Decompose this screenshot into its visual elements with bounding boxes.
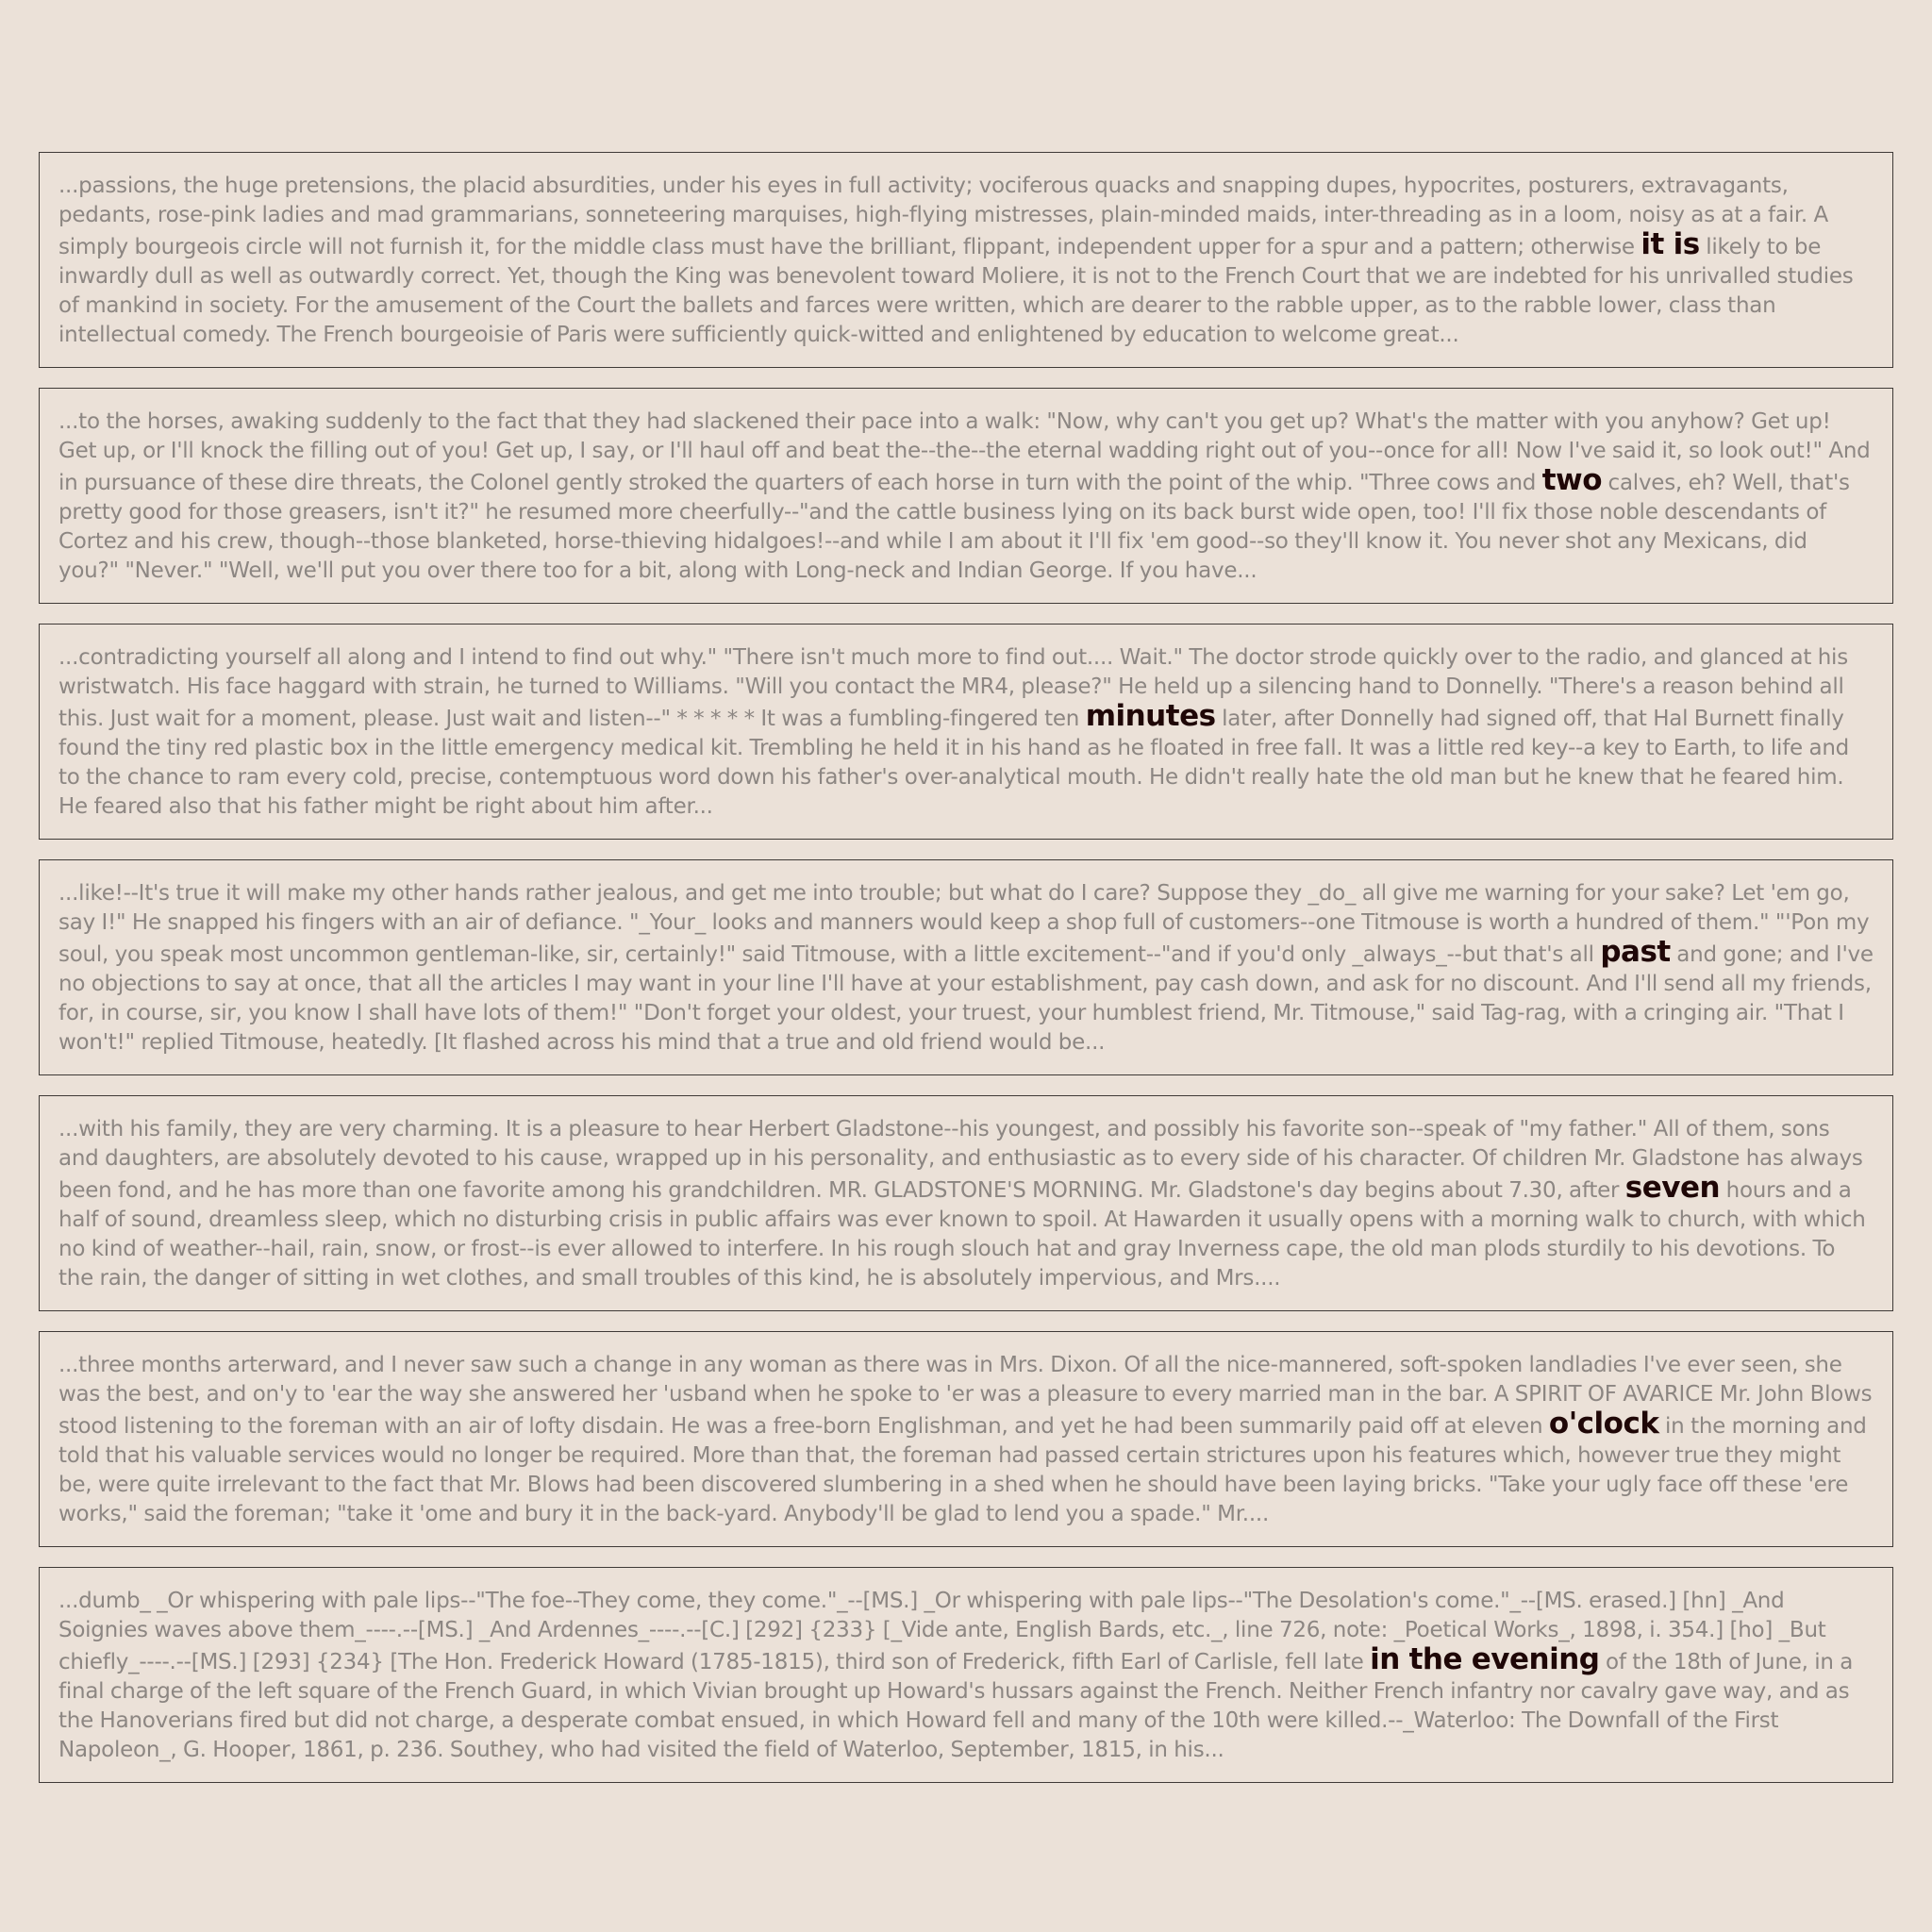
passage-text	[58, 172, 1874, 350]
passage-text-before: ...contradicting yourself all along and I intend to find out why." "There isn't much more to find out.... Wait." The doctor strode quickly over to the radio, and glanced at his wristwatch. His face haggard with strain, he turned to Williams. "Will you contact the MR4, please?" He held up a silencing hand to Donnelly. "There's a reason behind all this. Just wait for a moment, please. Just wait and listen--" * * * * * It was a fumbling-fingered ten	[58, 645, 1848, 731]
passage-text	[58, 1115, 1874, 1293]
passage-text-after: hours and a half of sound, dreamless sleep, which no disturbing crisis in public affairs was ever known to spoil. At Hawarden it usually opens with a morning walk to church, with which no kind of weather--hail, rain, snow, or frost--is ever allowed to interfere. In his rough slouch hat and gray Inverness cape, the old man plods sturdily to his devotions. To the rain, the danger of sitting in wet clothes, and small troubles of this kind, he is absolutely impervious, and Mrs....	[58, 1178, 1866, 1291]
highlighted-phrase: o'clock	[1548, 1407, 1659, 1441]
passage-text-before: ...passions, the huge pretensions, the placid absurdities, under his eyes in full activity; vociferous quacks and snapping dupes, hypocrites, posturers, extravagants, pedants, rose-pink ladies and mad grammarians, sonneteering marquises, high-flying mistresses, plain-minded maids, inter-threading as in a loom, noisy as at a fair. A simply bourgeois circle will not furnish it, for the middle class must have the brilliant, flippant, independent upper for a spur and a pattern; otherwise	[58, 174, 1829, 259]
passage-text-before: ...dumb_ _Or whispering with pale lips--"The foe--They come, they come."_--[MS.] _Or whispering with pale lips--"The Desolation's come."_--[MS. erased.] [hn] _And Soignies waves above them_----.--[MS.] _And Ardennes_----.--[C.] [292] {233} [_Vide ante, English Bards, etc._, line 726, note: _Poetical Works_, 1898, i. 354.] [ho] _But chiefly_----.--[MS.] [293] {234} [The Hon. Frederick Howard (1785-1815), third son of Frederick, fifth Earl of Carlisle, fell late	[58, 1589, 1826, 1674]
passage-text	[58, 1351, 1874, 1529]
passage-card	[39, 152, 1893, 368]
passage-text-before: ...to the horses, awaking suddenly to the fact that they had slackened their pace into a walk: "Now, why can't you get up? What's the matter with you anyhow? Get up! Get up, or I'll knock the filling out of you! Get up, I say, or I'll haul off and beat the--the--the eternal wadding right out of you--once for all! Now I've said it, so look out!" And in pursuance of these dire threats, the Colonel gently stroked the quarters of each horse in turn with the point of the whip. "Three cows and	[58, 409, 1871, 495]
passage-text	[58, 643, 1874, 822]
passage-text-before: ...three months arterward, and I never saw such a change in any woman as there was in Mrs. Dixon. Of all the nice-mannered, soft-spoken landladies I've ever seen, she was the best, and on'y to 'ear the way she answered her 'usband when he spoke to 'er was a pleasure to every married man in the bar. A SPIRIT OF AVARICE Mr. John Blows stood listening to the foreman with an air of lofty disdain. He was a free-born Englishman, and yet he had been summarily paid off at eleven	[58, 1353, 1873, 1439]
highlighted-phrase: it is	[1641, 227, 1700, 261]
passage-text-after: later, after Donnelly had signed off, that Hal Burnett finally found the tiny red plastic box in the little emergency medical kit. Trembling he held it in his hand as he floated in free fall. It was a little red key--a key to Earth, to life and to the chance to ram every cold, precise, contemptuous word down his father's over-analytical mouth. He didn't really hate the old man but he knew that he feared him. He feared also that his father might be right about him after...	[58, 707, 1850, 819]
passage-text-after: of the 18th of June, in a final charge of the left square of the French Guard, in which Vivian brought up Howard's hussars against the French. Neither French infantry nor cavalry gave way, and as the Hanoverians fired but did not charge, a desperate combat ensued, in which Howard fell and many of the 10th were killed.--_Waterloo: The Downfall of the First Napoleon_, G. Hooper, 1861, p. 236. Southey, who had visited the field of Waterloo, September, 1815, in his...	[58, 1650, 1854, 1762]
passage-text	[58, 879, 1874, 1058]
passage-card	[39, 859, 1893, 1075]
passage-text-after: calves, eh? Well, that's pretty good for those greasers, isn't it?" he resumed more cheerfully--"and the cattle business lying on its back burst wide open, too! I'll fix those noble descendants of Cortez and his crew, though--those blanketed, horse-thieving hidalgoes!--and while I am about it I'll fix 'em good--so they'll know it. You never shot any Mexicans, did you?" "Never." "Well, we'll put you over there too for a bit, along with Long-neck and Indian George. If you have...	[58, 471, 1850, 583]
passage-card	[39, 624, 1893, 840]
highlighted-phrase: two	[1541, 463, 1602, 497]
highlighted-phrase: seven	[1624, 1171, 1721, 1205]
passage-text-after: in the morning and told that his valuable services would no longer be required. More than that, the foreman had passed certain strictures upon his features which, however true they might be, were quite irrelevant to the fact that Mr. Blows had been discovered slumbering in a shed when he should have been laying bricks. "Take your ugly face off these 'ere works," said the foreman; "take it 'ome and bury it in the back-yard. Anybody'll be glad to lend you a spade." Mr....	[58, 1414, 1867, 1526]
passage-text-after: and gone; and I've no objections to say at once, that all the articles I may want in your line I'll have at your establishment, pay cash down, and ask for no discount. And I'll send all my friends, for, in course, sir, you know I shall have lots of them!" "Don't forget your oldest, your truest, your humblest friend, Mr. Titmouse," said Tag-rag, with a cringing air. "That I won't!" replied Titmouse, heatedly. [It flashed across his mind that a true and old friend would be...	[58, 942, 1874, 1055]
passage-card	[39, 1095, 1893, 1311]
passage-text	[58, 1587, 1874, 1765]
passage-text	[58, 408, 1874, 586]
passage-card	[39, 1331, 1893, 1547]
passage-text-before: ...with his family, they are very charming. It is a pleasure to hear Herbert Gladstone--his youngest, and possibly his favorite son--speak of "my father." All of them, sons and daughters, are absolutely devoted to his cause, wrapped up in his personality, and enthusiastic as to every side of his character. Of children Mr. Gladstone has always been fond, and he has more than one favorite among his grandchildren. MR. GLADSTONE'S MORNING. Mr. Gladstone's day begins about 7.30, after	[58, 1117, 1863, 1203]
passage-card	[39, 388, 1893, 604]
highlighted-phrase: in the evening	[1370, 1642, 1600, 1676]
passage-card	[39, 1567, 1893, 1783]
passage-list	[39, 152, 1893, 1803]
passage-text-before: ...like!--It's true it will make my other hands rather jealous, and get me into trouble; but what do I care? Suppose they _do_ all give me warning for your sake? Let 'em go, say I!" He snapped his fingers with an air of defiance. "_Your_ looks and manners would keep a shop full of customers--one Titmouse is worth a hundred of them." "'Pon my soul, you speak most uncommon gentleman-like, sir, certainly!" said Titmouse, with a little excitement--"and if you'd only _always_--but that's all	[58, 881, 1870, 967]
passage-text-after: likely to be inwardly dull as well as outwardly correct. Yet, though the King was benevolent toward Moliere, it is not to the French Court that we are indebted for his unrivalled studies of mankind in society. For the amusement of the Court the ballets and farces were written, which are dearer to the rabble upper, as to the rabble lower, class than intellectual comedy. The French bourgeoisie of Paris were sufficiently quick-witted and enlightened by education to welcome great...	[58, 235, 1854, 347]
highlighted-phrase: minutes	[1085, 699, 1216, 733]
highlighted-phrase: past	[1600, 935, 1671, 969]
